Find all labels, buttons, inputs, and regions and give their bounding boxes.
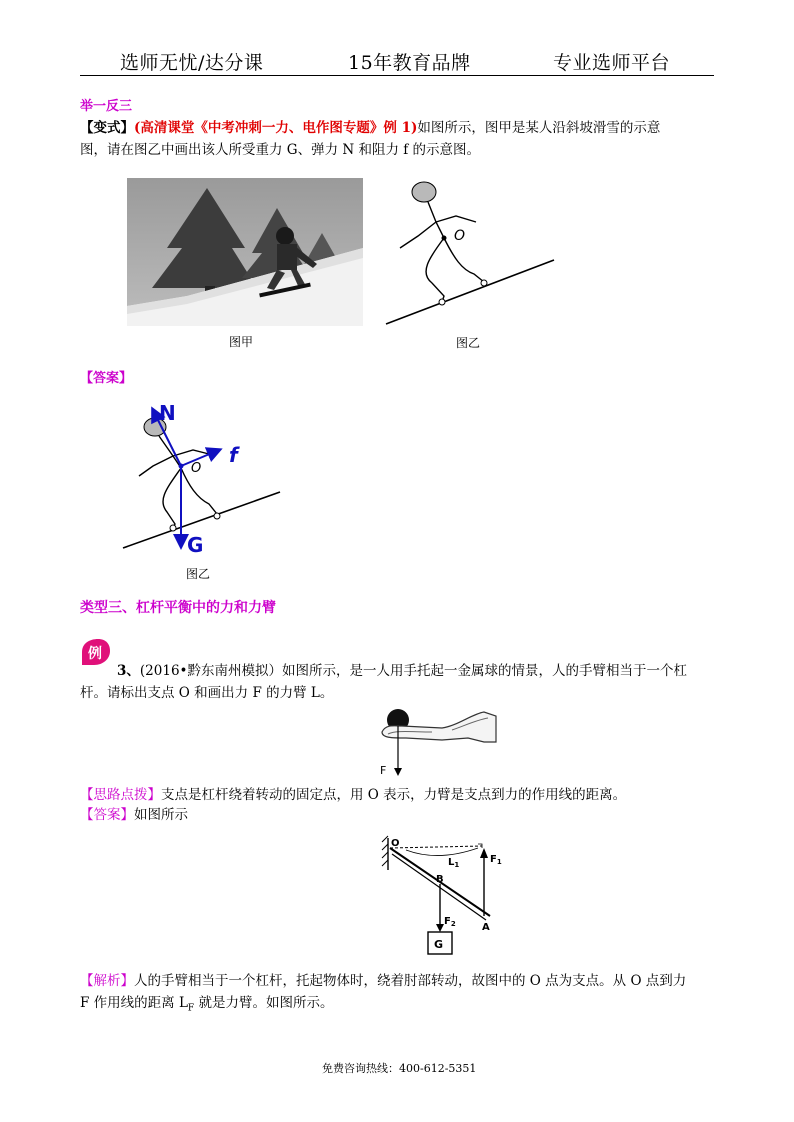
analysis-line-2 — [80, 992, 333, 1020]
analysis-line-1 — [80, 970, 686, 992]
lever-a-label: A — [482, 922, 490, 933]
question-line-1 — [117, 660, 687, 682]
analysis-text-2a: F 作用线的距离 L — [80, 995, 188, 1011]
question-number: 3、 — [117, 663, 140, 679]
lever-g-label: G — [434, 938, 444, 951]
lever-o-label: O — [391, 838, 400, 849]
figure-b-caption: 图乙 — [456, 336, 481, 350]
question-text-1: (2016•黔东南州模拟）如图所示，是一人用手托起一金属球的情景，人的手臂相当于一个杠 — [139, 663, 687, 679]
hint-text: 支点是杠杆绕着转动的固定点，用 O 表示，力臂是支点到力的作用线的距离。 — [161, 787, 627, 803]
answer-label-2: 【答案】 — [80, 807, 134, 823]
answer-label-1: 【答案】 — [80, 371, 133, 386]
analysis-text-2-sub: F — [187, 1003, 195, 1014]
ski-photo — [127, 178, 363, 326]
answer-line-2 — [80, 804, 188, 826]
arm-force-label: F — [380, 764, 387, 777]
header-left: 选师无忧/达分课 — [120, 52, 264, 74]
footer-hotline: 免费咨询热线：400-612-5351 — [322, 1062, 477, 1075]
answer-force-diagram — [115, 400, 285, 560]
header-center: 15年教育品牌 — [348, 52, 471, 74]
variant-source: (高清课堂《中考冲刺一力、电作图专题》例 1) — [134, 120, 418, 136]
lever-b-label: B — [436, 874, 444, 885]
answer-figure-caption: 图乙 — [186, 567, 211, 581]
variant-line-1 — [80, 117, 660, 139]
force-f-label: f — [229, 443, 238, 467]
analysis-text-2b: 就是力臂。如图所示。 — [194, 995, 334, 1011]
analysis-label: 【解析】 — [80, 973, 134, 989]
variant-text-1: 如图所示，图甲是某人沿斜坡滑雪的示意 — [417, 120, 661, 136]
section-heading-type3: 类型三、杠杆平衡中的力和力臂 — [80, 600, 276, 616]
figure-b-point-o: O — [454, 228, 466, 244]
answer-point-o: O — [191, 461, 202, 476]
lever-f2-label: $F_2$ — [444, 916, 456, 928]
hint-label: 【思路点拨】 — [80, 787, 161, 803]
variant-text-2: 图，请在图乙中画出该人所受重力 G、弹力 N 和阻力 f 的示意图。 — [80, 142, 481, 158]
lever-f1-label: $F_1$ — [490, 854, 502, 866]
header-rule — [80, 75, 714, 76]
lever-l1-label: $L_1$ — [448, 857, 460, 869]
lever-diagram — [378, 832, 502, 962]
force-n-label: N — [159, 401, 176, 425]
variant-tag: 【变式】 — [80, 120, 134, 136]
header-right: 专业选师平台 — [553, 52, 671, 74]
stick-figure-diagram — [384, 178, 556, 328]
example-badge — [80, 638, 112, 666]
question-text-2: 杆。请标出支点 O 和画出力 F 的力臂 L。 — [80, 685, 334, 701]
arm-illustration — [372, 702, 502, 780]
example-badge-text: 例 — [88, 646, 102, 662]
analysis-text-1: 人的手臂相当于一个杠杆，托起物体时，绕着肘部转动，故图中的 O 点为支点。从 O 点到力 — [134, 973, 687, 989]
answer-text-2: 如图所示 — [134, 807, 188, 823]
hint-line — [80, 784, 626, 806]
figure-a-caption: 图甲 — [229, 335, 254, 349]
force-g-label: G — [187, 533, 204, 557]
practice-heading: 举一反三 — [80, 99, 133, 114]
